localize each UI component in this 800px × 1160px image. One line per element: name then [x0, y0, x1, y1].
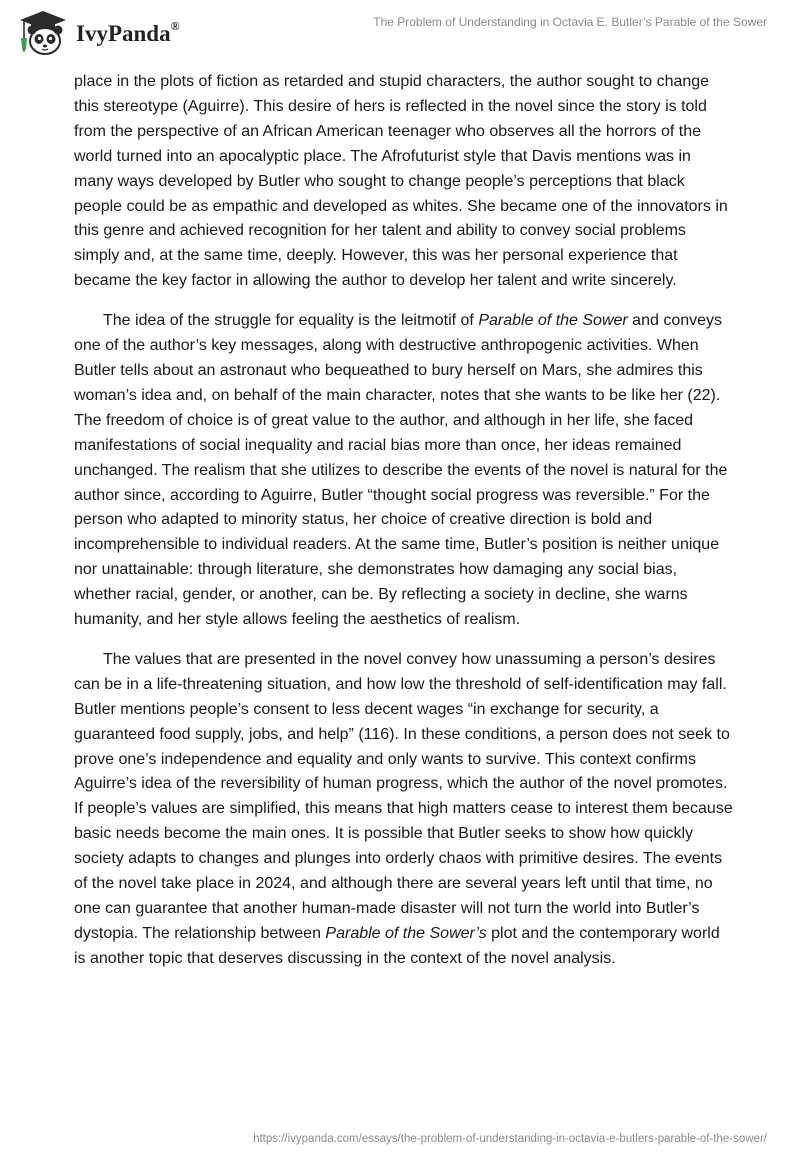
brand-logo[interactable] [14, 8, 180, 58]
paragraph-1: place in the plots of fiction as retarded and stupid characters, the author sought to change this stereotype (Aguirre). This desire of hers is reflected in the novel since the story is told from the perspective of an African American teenager who observes all the horrors of the world turned into an apocalyptic place. The Afrofuturist style that Davis mentions was in many ways developed by Butler who sought to change people’s perceptions that black people could be as empathic and developed as whites. She became one of the innovators in this genre and achieved recognition for her talent and ability to convey social problems simply and, at the same time, deeply. However, this was her personal experience that became the key factor in allowing the author to develop her talent and write sincerely. [74, 73, 728, 290]
book-title-italic: Parable of the Sower’s [325, 924, 487, 942]
panda-graduate-icon [14, 8, 72, 58]
source-url[interactable]: https://ivypanda.com/essays/the-problem-of-understanding-in-octavia-e-butlers-parable-of-the-sower/ [253, 1133, 767, 1145]
brand-name: IvyPanda® [76, 19, 180, 46]
essay-body [74, 70, 734, 987]
page-header [0, 0, 800, 70]
book-title-italic: Parable of the Sower [478, 312, 628, 330]
document-title: The Problem of Understanding in Octavia E. Butler’s Parable of the Sower [373, 15, 767, 29]
paragraph-2: The idea of the struggle for equality is the leitmotif of Parable of the Sower and conveys one of the author’s key messages, along with destructive anthropogenic activities. When Butler tells about an astronaut who bequeathed to bury herself on Mars, she admires this woman’s idea and, on behalf of the main character, notes that she wants to be like her (22). The freedom of choice is of great value to the author, and although in her life, she faced manifestations of social inequality and racial bias more than once, her ideas remained unchanged. The realism that she utilizes to describe the events of the novel is natural for the author since, according to Aguirre, Butler “thought social progress was reversible.” For the person who adapted to minority status, her choice of creative direction is bold and incomprehensible to individual readers. At the same time, Butler’s position is neither unique nor unattainable: through literature, she demonstrates how damaging any social bias, whether racial, gender, or another, can be. By reflecting a society in decline, she warns humanity, and her style allows feeling the aesthetics of realism. [74, 312, 728, 629]
paragraph-3: The values that are presented in the novel convey how unassuming a person’s desires can be in a life-threatening situation, and how low the threshold of self-identification may fall. Butler mentions people’s consent to less decent wages “in exchange for security, a guaranteed food supply, jobs, and help” (116). In these conditions, a person does not seek to prove one’s independence and equality and only wants to survive. This context confirms Aguirre’s idea of the reversibility of human progress, which the author of the novel promotes. If people’s values are simplified, this means that high matters cease to interest them because basic needs become the main ones. It is possible that Butler seeks to show how quickly society adapts to changes and plunges into orderly chaos with primitive desires. The events of the novel take place in 2024, and although there are several years left until that time, no one can guarantee that another human-made disaster will not turn the world into Butler’s dystopia. The relationship between Parable of the Sower’s plot and the contemporary world is another topic that deserves discussing in the context of the novel analysis. [74, 650, 733, 967]
